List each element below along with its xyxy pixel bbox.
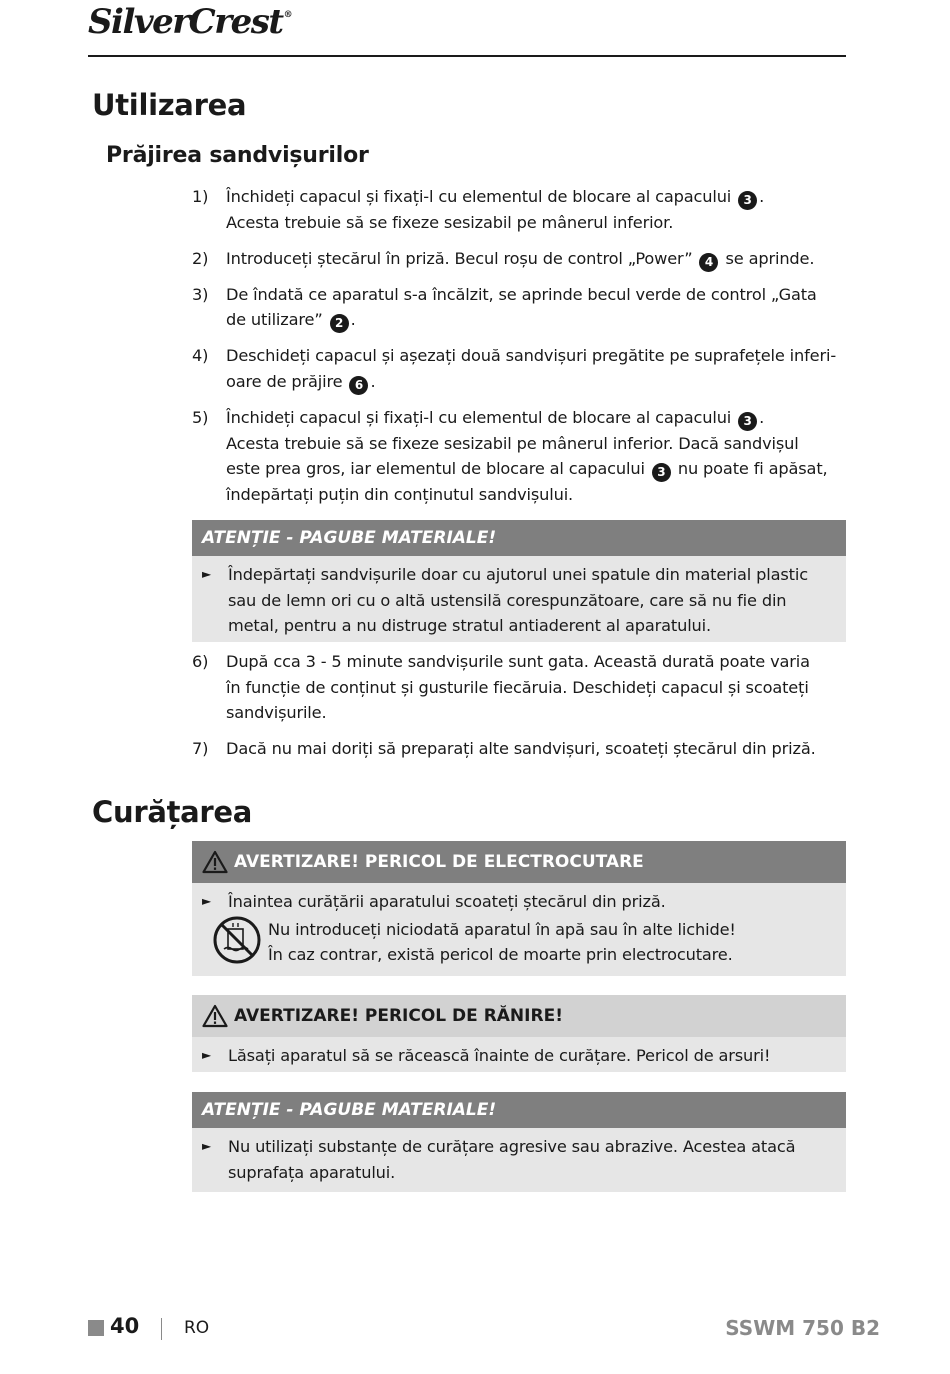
warning-injury-box — [192, 995, 846, 1072]
section-subtitle-toasting: Prăjirea sandvișurilor — [106, 143, 369, 168]
notice-material-damage-box — [192, 520, 846, 642]
notice-title: ATENȚIE - PAGUBE MATERIALE! — [192, 1092, 846, 1128]
steps-list-continued — [192, 649, 842, 761]
warning-electric-title: AVERTIZARE! PERICOL DE ELECTROCUTARE — [192, 841, 846, 883]
step-3: 3) De îndată ce aparatul s-a încălzit, se aprinde becul verde de control „Gata de utilizare” 2 . — [192, 282, 842, 334]
section-title-cleaning: Curățarea — [92, 795, 253, 829]
bullet-arrow-icon: ► — [202, 894, 212, 908]
part-number-badge: 3 — [738, 191, 757, 210]
brand-logo: SilverCrest® — [88, 2, 293, 42]
part-number-badge: 4 — [699, 253, 718, 272]
part-number-badge: 2 — [330, 314, 349, 333]
notice-title: ATENȚIE - PAGUBE MATERIALE! — [192, 520, 846, 556]
step-1: 1) Închideți capacul și fixați-l cu elementul de blocare al capacului 3 . Acesta trebuie să se fixeze sesizabil pe mânerul inferior. — [192, 187, 765, 232]
warning-electric-bullet: ► Înaintea curățării aparatului scoateți ștecărul din priză. — [192, 889, 846, 915]
step-2: 2) Introduceți ștecărul în priză. Becul roșu de control „Power” 4 se aprinde. — [192, 246, 842, 272]
notice-bullet: ► Nu utilizați substanțe de curățare agresive sau abrazive. Acestea atacă suprafața aparatului. — [192, 1134, 846, 1185]
bullet-arrow-icon: ► — [202, 1048, 212, 1062]
language-code: RO — [184, 1318, 210, 1338]
footer-square-marker — [88, 1320, 104, 1336]
warning-triangle-icon — [202, 1004, 228, 1028]
warning-injury-title: AVERTIZARE! PERICOL DE RĂNIRE! — [192, 995, 846, 1037]
part-number-badge: 3 — [652, 463, 671, 482]
header-rule — [88, 55, 846, 57]
no-immersion-notice: Nu introduceți niciodată aparatul în apă sau în alte lichide! În caz contrar, există pericol de moarte prin electrocutare. — [192, 917, 846, 968]
steps-list — [192, 184, 842, 508]
part-number-badge: 3 — [738, 412, 757, 431]
warning-electric-box — [192, 841, 846, 976]
step-7: 7) Dacă nu mai doriți să preparați alte sandvișuri, scoateți ștecărul din priză. — [192, 738, 816, 758]
bullet-arrow-icon: ► — [202, 567, 212, 581]
section-title-usage: Utilizarea — [92, 88, 247, 122]
notice-bullet: ► Îndepărtați sandvișurile doar cu ajutorul unei spatule din material plastic sau de lemn ori cu o altă ustensilă corespunzătoare, care să nu fie din metal, pentru a nu distruge stratul antiaderent al aparatului. — [192, 562, 846, 639]
step-5: 5) Închideți capacul și fixați-l cu elementul de blocare al capacului 3 . Acesta trebuie să se fixeze sesizabil pe mânerul inferior. Dacă sandvișul este prea gros, iar elementul de blocare al capacului 3 nu poate fi apăsat, îndepărtați puțin din conținutul sandvișului. — [192, 407, 828, 504]
part-number-badge: 6 — [349, 376, 368, 395]
no-water-immersion-icon — [212, 915, 262, 965]
footer-separator — [161, 1318, 162, 1340]
page-number: 40 — [110, 1314, 140, 1338]
warning-triangle-icon — [202, 850, 228, 874]
warning-injury-bullet: ► Lăsați aparatul să se răcească înainte de curățare. Pericol de arsuri! — [192, 1043, 846, 1069]
step-4: 4) Deschideți capacul și așezați două sandvișuri pregătite pe suprafețele inferi- oare de prăjire 6 . — [192, 343, 842, 395]
notice-material-damage-box-2 — [192, 1092, 846, 1192]
bullet-arrow-icon: ► — [202, 1139, 212, 1153]
step-6: 6) După cca 3 - 5 minute sandvișurile sunt gata. Această durată poate varia în funcție de conținut și gusturile fiecăruia. Deschideți capacul și scoateți sandvișurile. — [192, 652, 810, 722]
model-number: SSWM 750 B2 — [725, 1316, 880, 1340]
